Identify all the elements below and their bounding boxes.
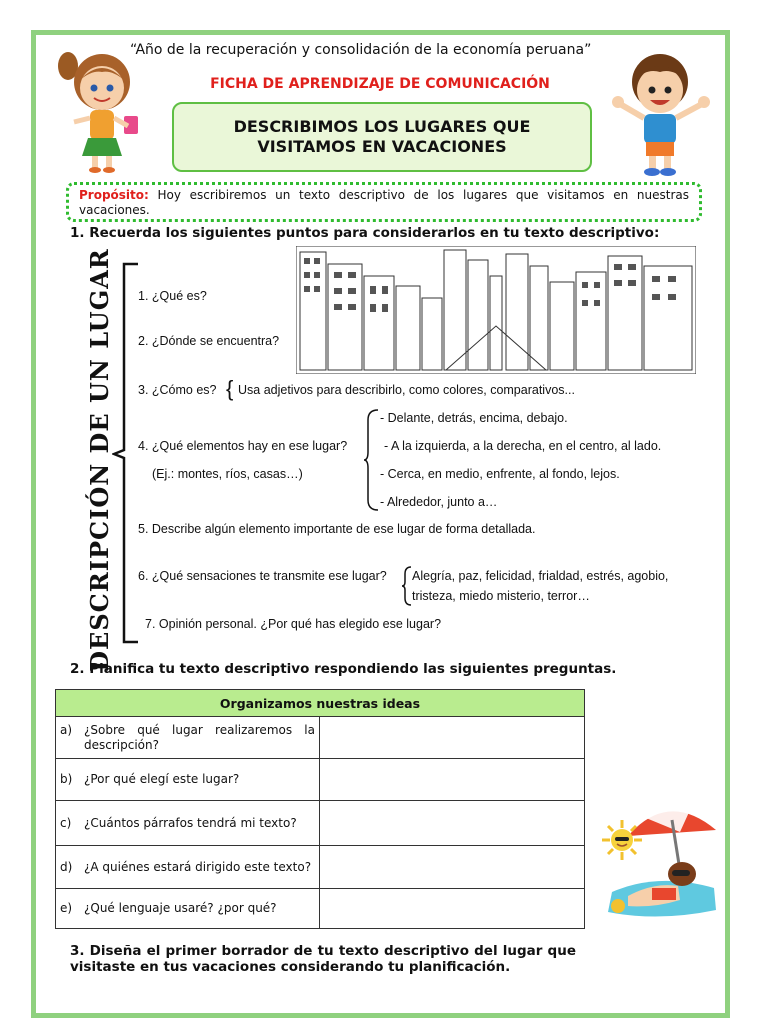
year-motto: “Año de la recuperación y consolidación de la economía peruana”: [130, 42, 592, 58]
q6-brace: [402, 566, 412, 606]
item-q7: 7. Opinión personal. ¿Por qué has elegido ese lugar?: [145, 617, 442, 631]
table-row: [56, 846, 585, 889]
answer-cell[interactable]: [320, 846, 585, 889]
item-q3: 3. ¿Cómo es?: [138, 383, 217, 397]
item-q5: 5. Describe algún elemento importante de ese lugar de forma detallada.: [138, 522, 536, 536]
question-cell: [56, 717, 320, 759]
answer-cell[interactable]: [320, 889, 585, 929]
q4-brace: [364, 408, 380, 512]
table-row: [56, 801, 585, 846]
row-letter: c): [60, 815, 72, 830]
main-title-box: [172, 102, 592, 172]
q6-options-line2: tristeza, miedo misterio, terror…: [412, 589, 590, 603]
question-cell: [56, 889, 320, 929]
section2-heading: 2. Planifica tu texto descriptivo respondiendo las siguientes preguntas.: [70, 661, 617, 677]
q4-option-1: - Delante, detrás, encima, debajo.: [380, 411, 568, 425]
girl-illustration: [52, 44, 152, 176]
table-header: Organizamos nuestras ideas: [56, 690, 585, 717]
row-letter: e): [60, 901, 73, 915]
vertical-title: DESCRIPCIÓN DE UN LUGAR: [85, 248, 114, 672]
section3-heading: 3. Diseña el primer borrador de tu texto descriptivo del lugar que visitaste en tus vacaciones considerando tu planificación.: [70, 943, 576, 975]
boy-illustration: [610, 46, 714, 180]
question-cell: [56, 759, 320, 801]
ideas-table: [55, 689, 585, 929]
purpose-label: Propósito:: [79, 188, 149, 202]
item-q3-hint: Usa adjetivos para describirlo, como colores, comparativos...: [238, 383, 575, 397]
row-question: ¿A quiénes estará dirigido este texto?: [84, 859, 312, 874]
item-q6: 6. ¿Qué sensaciones te transmite ese lugar?: [138, 569, 387, 583]
q6-options-line1: Alegría, paz, felicidad, frialdad, estrés, agobio,: [412, 569, 669, 583]
row-letter: b): [60, 772, 73, 786]
sun-icon: [600, 818, 644, 862]
section1-heading: 1. Recuerda los siguientes puntos para considerarlos en tu texto descriptivo:: [70, 225, 660, 241]
city-street-illustration: [296, 246, 696, 374]
table-header-row: [56, 690, 585, 717]
main-title-line1: DESCRIBIMOS LOS LUGARES QUE: [233, 117, 531, 136]
question-cell: [56, 846, 320, 889]
answer-cell[interactable]: [320, 759, 585, 801]
question-cell: [56, 801, 320, 846]
answer-cell[interactable]: [320, 801, 585, 846]
item-q2: 2. ¿Dónde se encuentra?: [138, 334, 280, 348]
answer-cell[interactable]: [320, 717, 585, 759]
table-row: [56, 759, 585, 801]
q4-option-2: - A la izquierda, a la derecha, en el centro, al lado.: [384, 439, 662, 453]
row-question: ¿Qué lenguaje usaré? ¿por qué?: [84, 901, 277, 915]
q4-option-3: - Cerca, en medio, enfrente, al fondo, lejos.: [380, 467, 620, 481]
table-row: [56, 717, 585, 759]
main-bracket: [112, 262, 142, 646]
row-question: ¿Sobre qué lugar realizaremos la descripción?: [84, 722, 315, 752]
ficha-title: FICHA DE APRENDIZAJE DE COMUNICACIÓN: [210, 76, 550, 92]
table-row: [56, 889, 585, 929]
item-q4: 4. ¿Qué elementos hay en ese lugar?: [138, 439, 348, 453]
row-question: ¿Cuántos párrafos tendrá mi texto?: [84, 815, 297, 830]
purpose-text: Hoy escribiremos un texto descriptivo de los lugares que visitamos en nuestras vacaciones.: [79, 188, 689, 217]
row-letter: a): [60, 722, 73, 737]
row-question: ¿Por qué elegí este lugar?: [84, 772, 240, 786]
item-q4-example: (Ej.: montes, ríos, casas…): [152, 467, 303, 481]
main-title-line2: VISITAMOS EN VACACIONES: [257, 137, 507, 156]
q3-brace: {: [226, 376, 234, 401]
row-letter: d): [60, 859, 73, 874]
item-q1: 1. ¿Qué es?: [138, 289, 207, 303]
purpose-box: [66, 182, 702, 222]
q4-option-4: - Alrededor, junto a…: [380, 495, 498, 509]
